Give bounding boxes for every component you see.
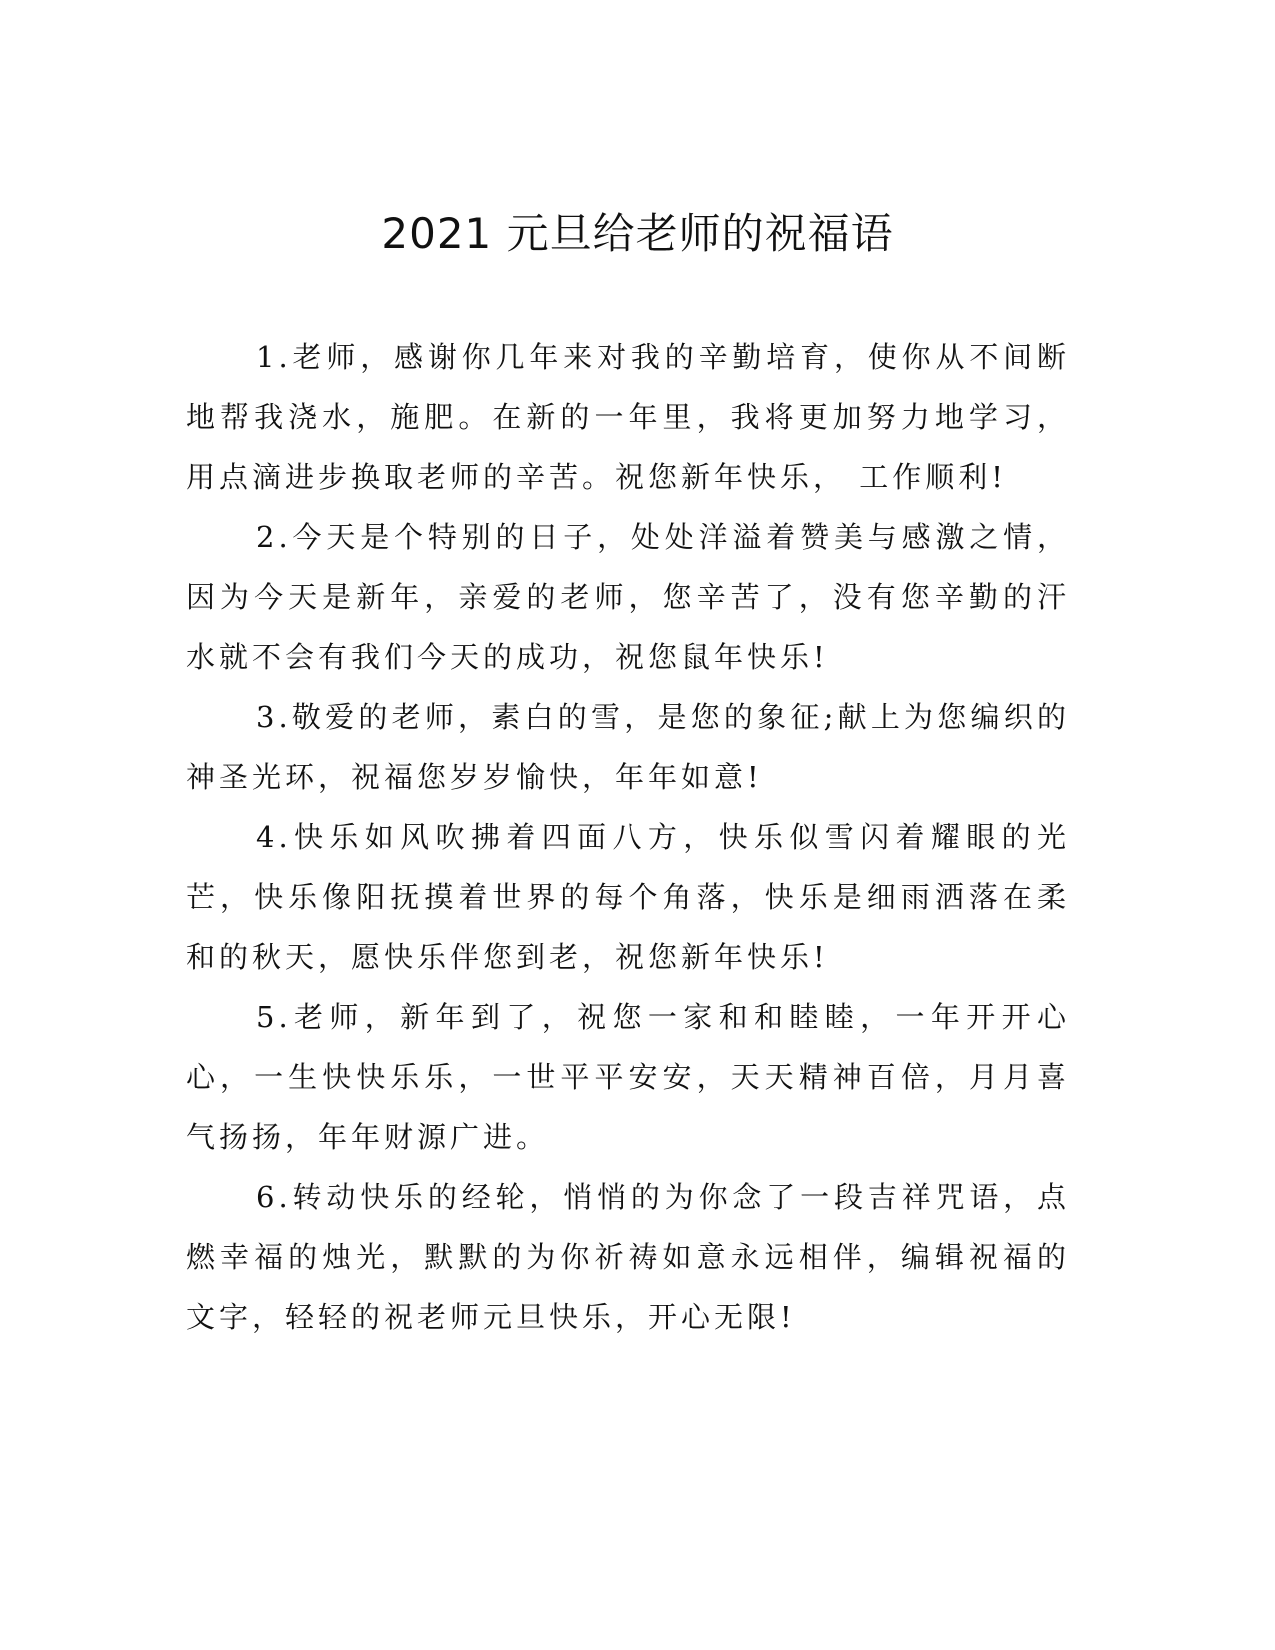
paragraph-1: 1.老师，感谢你几年来对我的辛勤培育，使你从不间断地帮我浇水，施肥。在新的一年里，我将更加努力地学习，用点滴进步换取老师的辛苦。祝您新年快乐， 工作顺利! xyxy=(186,340,1070,494)
paragraph-6: 6.转动快乐的经轮，悄悄的为你念了一段吉祥咒语，点燃幸福的烛光，默默的为你祈祷如意永远相伴，编辑祝福的文字，轻轻的祝老师元旦快乐，开心无限! xyxy=(186,1180,1070,1334)
paragraph-4: 4.快乐如风吹拂着四面八方，快乐似雪闪着耀眼的光芒，快乐像阳抚摸着世界的每个角落，快乐是细雨洒落在柔和的秋天，愿快乐伴您到老，祝您新年快乐! xyxy=(186,820,1070,974)
document-body xyxy=(186,327,1070,1347)
paragraph-5: 5.老师，新年到了，祝您一家和和睦睦，一年开开心心，一生快快乐乐，一世平平安安，天天精神百倍，月月喜气扬扬，年年财源广进。 xyxy=(186,1000,1070,1154)
paragraph-2: 2.今天是个特别的日子，处处洋溢着赞美与感激之情，因为今天是新年，亲爱的老师，您辛苦了，没有您辛勤的汗水就不会有我们今天的成功，祝您鼠年快乐! xyxy=(186,520,1070,674)
paragraph-3: 3.敬爱的老师，素白的雪，是您的象征;献上为您编织的神圣光环，祝福您岁岁愉快，年年如意! xyxy=(186,700,1070,794)
document-title: 2021 元旦给老师的祝福语 xyxy=(381,209,894,258)
